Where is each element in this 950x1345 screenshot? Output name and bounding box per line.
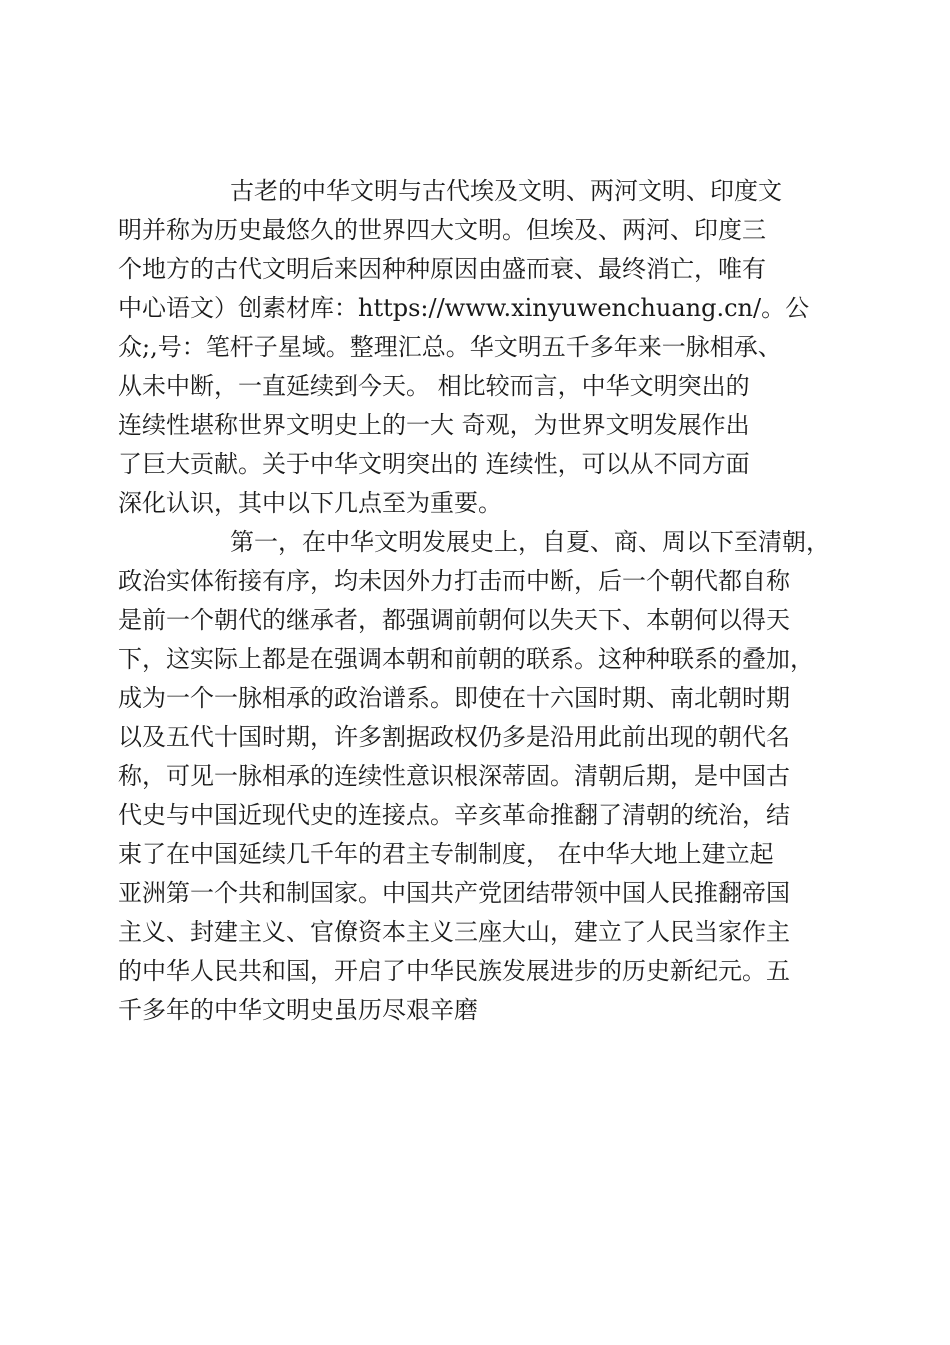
text-line: 政治实体衔接有序，均未因外力打击而中断，后一个朝代都自称: [118, 567, 790, 595]
text-line: 深化认识，其中以下几点至为重要。: [118, 489, 502, 517]
text-line: 束了在中国延续几千年的君主专制制度， 在中华大地上建立起: [118, 840, 774, 868]
text-line: 连续性堪称世界文明史上的一大 奇观，为世界文明发展作出: [118, 411, 750, 439]
text-line: 明并称为历史最悠久的世界四大文明。但埃及、两河、印度三: [118, 216, 766, 244]
document-body: [118, 172, 858, 1030]
text-line: 第一，在中华文明发展史上，自夏、商、周以下至清朝，: [230, 528, 830, 556]
text-line: 亚洲第一个共和制国家。中国共产党团结带领中国人民推翻帝国: [118, 879, 790, 907]
paragraph-2: [118, 523, 858, 1030]
text-line: 成为一个一脉相承的政治谱系。即使在十六国时期、南北朝时期: [118, 684, 790, 712]
text-line: 下，这实际上都是在强调本朝和前朝的联系。这种种联系的叠加，: [118, 645, 814, 673]
text-line: 主义、封建主义、官僚资本主义三座大山，建立了人民当家作主: [118, 918, 790, 946]
paragraph-1: [118, 172, 858, 523]
text-line: 个地方的古代文明后来因种种原因由盛而衰、最终消亡，唯有: [118, 255, 766, 283]
text-line: 的中华人民共和国，开启了中华民族发展进步的历史新纪元。五: [118, 957, 790, 985]
text-line: 中心语文）创素材库：https://www.xinyuwenchuang.cn/。公: [118, 294, 810, 322]
text-line: 称，可见一脉相承的连续性意识根深蒂固。清朝后期，是中国古: [118, 762, 790, 790]
text-line: 从未中断，一直延续到今天。 相比较而言，中华文明突出的: [118, 372, 750, 400]
text-line: 众;,号：笔杆子星域。整理汇总。华文明五千多年来一脉相承、: [118, 333, 782, 361]
text-line: 古老的中华文明与古代埃及文明、两河文明、印度文: [230, 177, 782, 205]
text-line: 以及五代十国时期，许多割据政权仍多是沿用此前出现的朝代名: [118, 723, 790, 751]
text-line: 了巨大贡献。关于中华文明突出的 连续性，可以从不同方面: [118, 450, 750, 478]
text-line: 是前一个朝代的继承者，都强调前朝何以失天下、本朝何以得天: [118, 606, 790, 634]
text-line: 千多年的中华文明史虽历尽艰辛磨: [118, 996, 478, 1024]
text-line: 代史与中国近现代史的连接点。辛亥革命推翻了清朝的统治，结: [118, 801, 790, 829]
